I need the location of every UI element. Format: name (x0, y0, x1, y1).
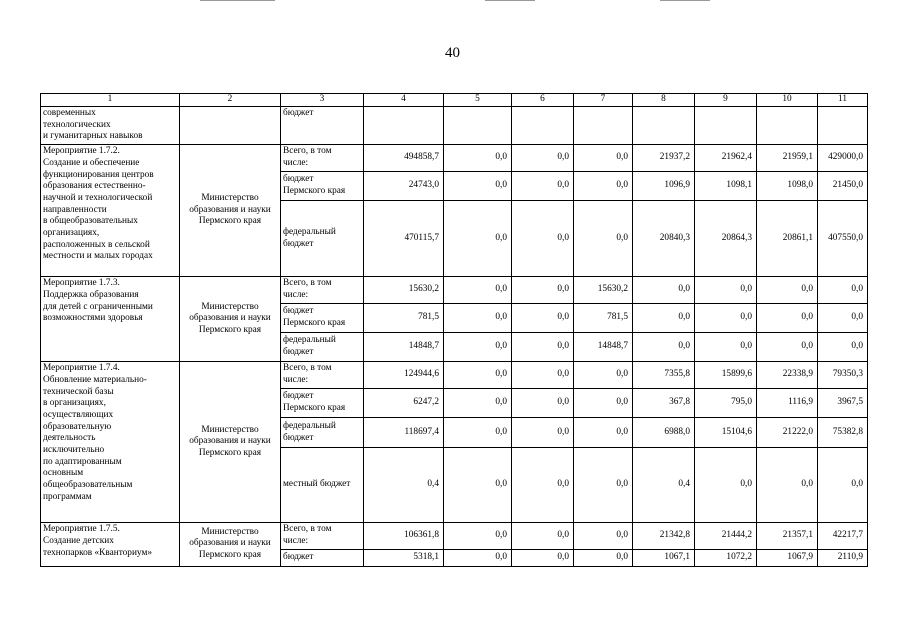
budget-table (40, 93, 868, 567)
value-cell: 14848,7 (574, 333, 633, 362)
funding-source-cell: федеральный бюджет (281, 333, 364, 362)
value-cell: 1067,9 (757, 549, 818, 566)
value-cell: 118697,4 (364, 418, 444, 448)
responsible-cell: Министерство образования и науки Пермского края (180, 362, 281, 523)
value-cell: 429000,0 (818, 145, 868, 172)
value-cell (574, 107, 633, 145)
top-rule-mid (485, 0, 535, 1)
value-cell: 21450,0 (818, 172, 868, 201)
value-cell (818, 107, 868, 145)
value-cell: 0,0 (444, 145, 512, 172)
header-cell: 4 (364, 94, 444, 107)
value-cell (444, 107, 512, 145)
measure-name-cell: Мероприятие 1.7.2. Создание и обеспечение функционирования центров образования естественно- научной и технологической направленности в общеобразовательных организациях, расположенных в сельской местности и малых городах (41, 145, 180, 277)
value-cell (633, 107, 695, 145)
value-cell: 20861,1 (757, 201, 818, 277)
header-row (41, 94, 868, 107)
value-cell: 0,0 (512, 333, 574, 362)
value-cell: 0,0 (444, 448, 512, 523)
value-cell: 21342,8 (633, 523, 695, 549)
funding-source-cell: Всего, в том числе: (281, 145, 364, 172)
value-cell: 0,0 (574, 523, 633, 549)
value-cell: 15104,6 (695, 418, 757, 448)
funding-source-cell: федеральный бюджет (281, 201, 364, 277)
value-cell: 470115,7 (364, 201, 444, 277)
value-cell: 0,0 (444, 418, 512, 448)
value-cell: 0,0 (444, 172, 512, 201)
header-cell: 7 (574, 94, 633, 107)
funding-source-cell: бюджет (281, 107, 364, 145)
funding-source-cell: бюджет (281, 549, 364, 566)
value-cell: 106361,8 (364, 523, 444, 549)
responsible-cell: Министерство образования и науки Пермского края (180, 145, 281, 277)
value-cell: 24743,0 (364, 172, 444, 201)
table-row (41, 145, 868, 172)
funding-source-cell: Всего, в том числе: (281, 523, 364, 549)
funding-source-cell: бюджет Пермского края (281, 172, 364, 201)
value-cell (695, 107, 757, 145)
value-cell: 0,0 (818, 333, 868, 362)
measure-name-cell: Мероприятие 1.7.5. Создание детских технопарков «Кванториум» (41, 523, 180, 566)
value-cell: 0,0 (512, 277, 574, 304)
value-cell: 21222,0 (757, 418, 818, 448)
header-cell: 10 (757, 94, 818, 107)
value-cell: 781,5 (364, 304, 444, 333)
value-cell: 7355,8 (633, 362, 695, 389)
value-cell: 0,0 (512, 418, 574, 448)
value-cell: 0,0 (512, 201, 574, 277)
value-cell: 0,0 (444, 549, 512, 566)
value-cell: 0,0 (695, 304, 757, 333)
value-cell: 14848,7 (364, 333, 444, 362)
value-cell: 21959,1 (757, 145, 818, 172)
value-cell: 1096,9 (633, 172, 695, 201)
value-cell: 0,0 (633, 333, 695, 362)
value-cell: 20864,3 (695, 201, 757, 277)
measure-name-cell: Мероприятие 1.7.3. Поддержка образования для детей с ограниченными возможностями здоровья (41, 277, 180, 362)
value-cell: 494858,7 (364, 145, 444, 172)
value-cell: 0,0 (757, 448, 818, 523)
header-cell: 3 (281, 94, 364, 107)
value-cell (512, 107, 574, 145)
value-cell: 0,0 (574, 448, 633, 523)
value-cell: 0,0 (633, 277, 695, 304)
value-cell: 0,0 (512, 304, 574, 333)
value-cell: 0,0 (633, 304, 695, 333)
value-cell: 1098,0 (757, 172, 818, 201)
responsible-cell: Министерство образования и науки Пермского края (180, 523, 281, 566)
value-cell: 0,0 (512, 172, 574, 201)
value-cell: 795,0 (695, 389, 757, 418)
value-cell: 0,0 (695, 448, 757, 523)
value-cell: 0,4 (364, 448, 444, 523)
value-cell: 0,0 (757, 333, 818, 362)
header-cell: 8 (633, 94, 695, 107)
value-cell (757, 107, 818, 145)
value-cell: 15630,2 (574, 277, 633, 304)
value-cell: 15630,2 (364, 277, 444, 304)
value-cell: 407550,0 (818, 201, 868, 277)
header-cell: 1 (41, 94, 180, 107)
header-cell: 2 (180, 94, 281, 107)
value-cell: 1098,1 (695, 172, 757, 201)
value-cell: 0,0 (444, 523, 512, 549)
value-cell: 0,0 (444, 389, 512, 418)
value-cell: 1116,9 (757, 389, 818, 418)
value-cell: 0,0 (574, 418, 633, 448)
value-cell: 15899,6 (695, 362, 757, 389)
value-cell: 0,0 (444, 362, 512, 389)
measure-name-cell: современных технологических и гуманитарных навыков (41, 107, 180, 145)
value-cell: 0,0 (444, 304, 512, 333)
value-cell: 0,0 (818, 304, 868, 333)
value-cell: 21444,2 (695, 523, 757, 549)
responsible-cell: Министерство образования и науки Пермского края (180, 277, 281, 362)
top-rule-right (660, 0, 710, 1)
value-cell: 0,0 (818, 448, 868, 523)
value-cell: 3967,5 (818, 389, 868, 418)
value-cell: 0,0 (574, 389, 633, 418)
value-cell: 0,0 (695, 277, 757, 304)
value-cell: 1067,1 (633, 549, 695, 566)
funding-source-cell: бюджет Пермского края (281, 389, 364, 418)
value-cell: 0,0 (574, 172, 633, 201)
value-cell: 0,0 (444, 201, 512, 277)
table-row (41, 523, 868, 549)
funding-source-cell: Всего, в том числе: (281, 277, 364, 304)
value-cell: 0,0 (757, 277, 818, 304)
page-number: 40 (445, 45, 460, 61)
value-cell: 0,0 (512, 389, 574, 418)
funding-source-cell: местный бюджет (281, 448, 364, 523)
table-row (41, 277, 868, 304)
value-cell: 75382,8 (818, 418, 868, 448)
header-cell: 5 (444, 94, 512, 107)
value-cell: 0,0 (574, 549, 633, 566)
value-cell: 0,0 (574, 201, 633, 277)
header-cell: 6 (512, 94, 574, 107)
value-cell: 42217,7 (818, 523, 868, 549)
value-cell: 0,0 (695, 333, 757, 362)
value-cell: 6988,0 (633, 418, 695, 448)
table-row (41, 107, 868, 145)
value-cell: 21937,2 (633, 145, 695, 172)
value-cell: 367,8 (633, 389, 695, 418)
value-cell: 0,0 (818, 277, 868, 304)
top-rule-left (200, 0, 275, 1)
value-cell: 0,0 (512, 448, 574, 523)
value-cell: 0,0 (512, 549, 574, 566)
value-cell: 22338,9 (757, 362, 818, 389)
value-cell: 6247,2 (364, 389, 444, 418)
value-cell: 0,0 (574, 145, 633, 172)
header-cell: 9 (695, 94, 757, 107)
value-cell: 0,0 (512, 145, 574, 172)
value-cell: 5318,1 (364, 549, 444, 566)
value-cell: 20840,3 (633, 201, 695, 277)
value-cell: 0,0 (757, 304, 818, 333)
value-cell (364, 107, 444, 145)
value-cell: 0,0 (512, 362, 574, 389)
value-cell: 21962,4 (695, 145, 757, 172)
table-row (41, 362, 868, 389)
value-cell: 0,0 (444, 333, 512, 362)
measure-name-cell: Мероприятие 1.7.4. Обновление материально- технической базы в организациях, осуществляющих образовательную деятельность исключительно по адаптированным основным общеобразовательным программам (41, 362, 180, 523)
value-cell: 0,0 (574, 362, 633, 389)
funding-source-cell: федеральный бюджет (281, 418, 364, 448)
value-cell: 124944,6 (364, 362, 444, 389)
value-cell: 781,5 (574, 304, 633, 333)
responsible-cell (180, 107, 281, 145)
funding-source-cell: бюджет Пермского края (281, 304, 364, 333)
value-cell: 21357,1 (757, 523, 818, 549)
value-cell: 1072,2 (695, 549, 757, 566)
value-cell: 0,0 (512, 523, 574, 549)
value-cell: 0,0 (444, 277, 512, 304)
funding-source-cell: Всего, в том числе: (281, 362, 364, 389)
value-cell: 79350,3 (818, 362, 868, 389)
header-cell: 11 (818, 94, 868, 107)
value-cell: 2110,9 (818, 549, 868, 566)
value-cell: 0,4 (633, 448, 695, 523)
